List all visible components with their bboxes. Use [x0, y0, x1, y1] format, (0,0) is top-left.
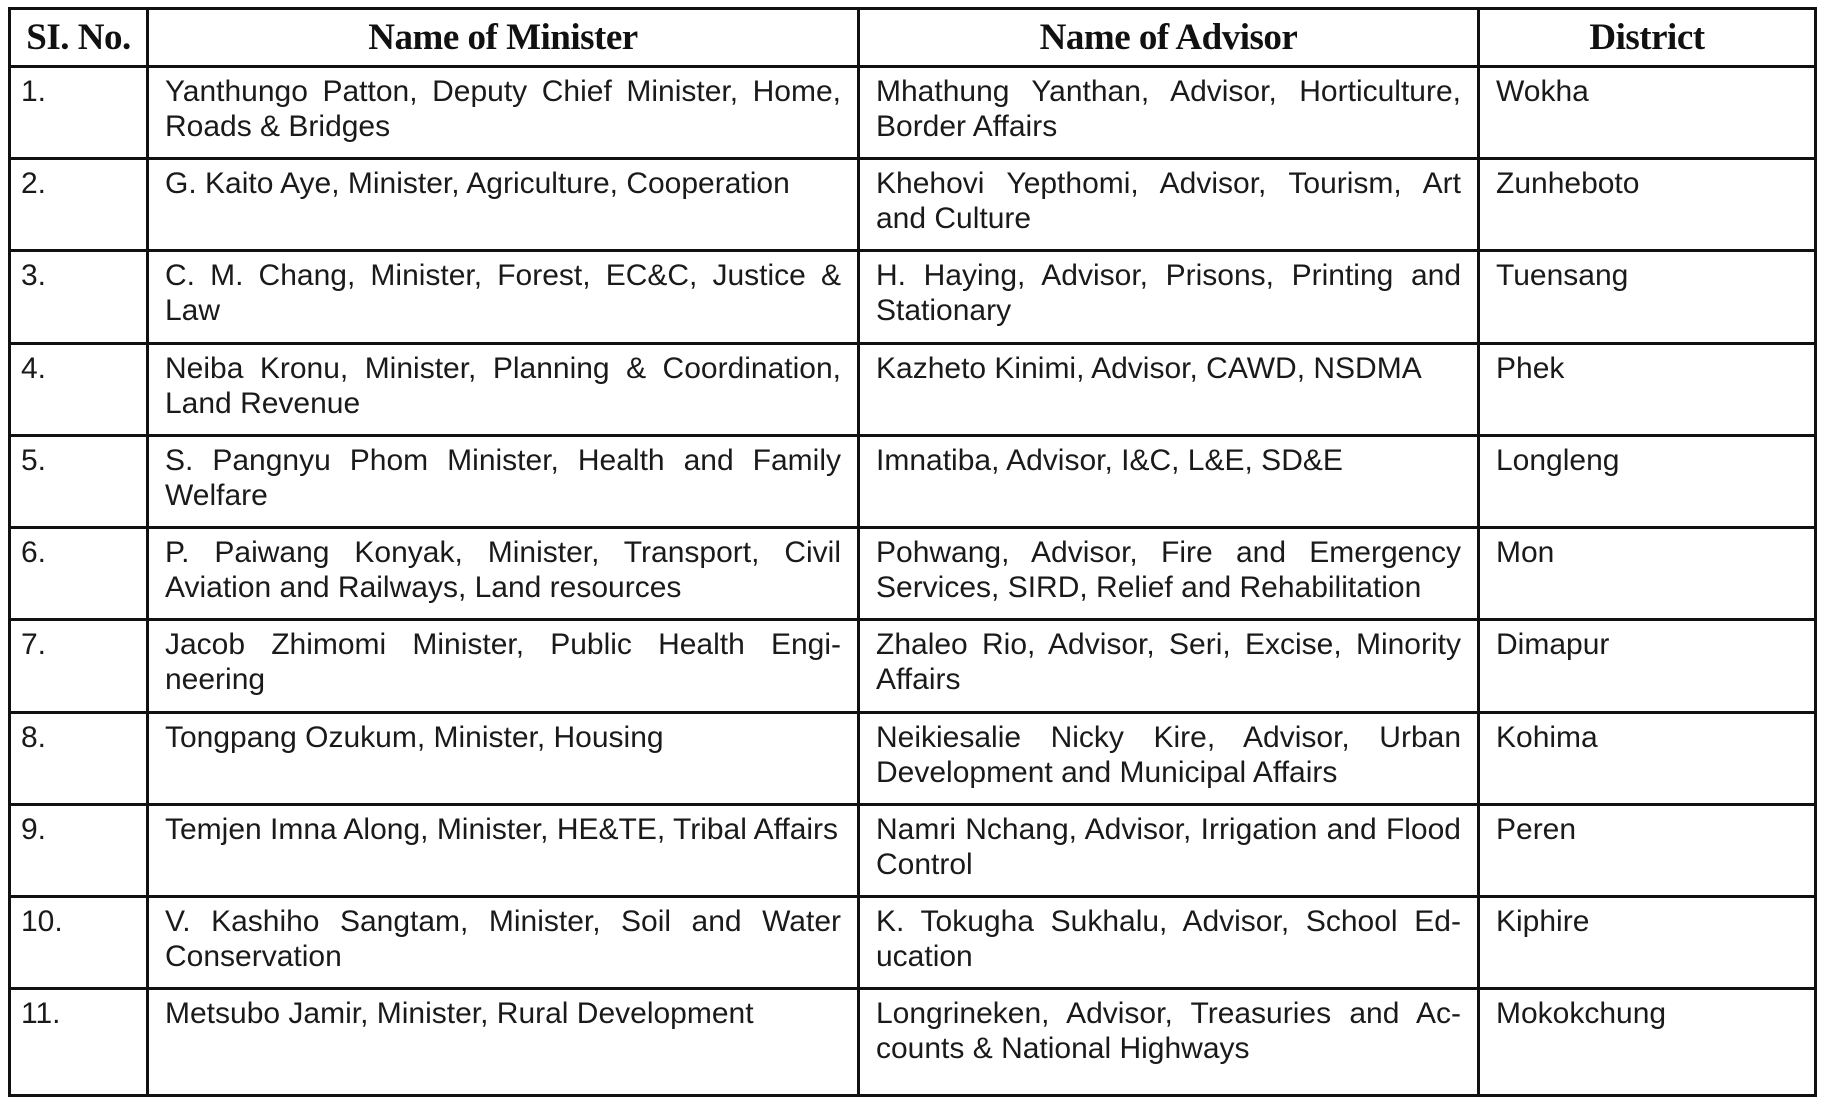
- cell-sl-no: 2.: [10, 159, 148, 251]
- cell-sl-no: 7.: [10, 620, 148, 712]
- cell-minister: Neiba Kronu, Minister, Planning & Coordination, Land Revenue: [148, 343, 859, 435]
- table-row: [10, 896, 1816, 988]
- cell-district: Kohima: [1479, 712, 1816, 804]
- cell-district: Mon: [1479, 528, 1816, 620]
- table-row: [10, 620, 1816, 712]
- cell-advisor: Namri Nchang, Advisor, Irrigation and Flood Control: [859, 804, 1479, 896]
- cell-district: Dimapur: [1479, 620, 1816, 712]
- cell-advisor: Mhathung Yanthan, Advisor, Horticulture, Border Affairs: [859, 67, 1479, 159]
- minister-advisor-table: [8, 7, 1817, 1097]
- header-advisor: Name of Advisor: [859, 9, 1479, 67]
- cell-district: Kiphire: [1479, 896, 1816, 988]
- cell-advisor: Pohwang, Advisor, Fire and Emergency Services, SIRD, Relief and Rehabilitation: [859, 528, 1479, 620]
- cell-district: Peren: [1479, 804, 1816, 896]
- cell-district: Mokokchung: [1479, 989, 1816, 1096]
- table-header-row: [10, 9, 1816, 67]
- cell-district: Tuensang: [1479, 251, 1816, 343]
- cell-minister: S. Pangnyu Phom Minister, Health and Family Welfare: [148, 435, 859, 527]
- cell-advisor: Imnatiba, Advisor, I&C, L&E, SD&E: [859, 435, 1479, 527]
- cell-sl-no: 4.: [10, 343, 148, 435]
- table-row: [10, 528, 1816, 620]
- cell-district: Phek: [1479, 343, 1816, 435]
- header-minister: Name of Minister: [148, 9, 859, 67]
- table-row: [10, 804, 1816, 896]
- cell-sl-no: 9.: [10, 804, 148, 896]
- cell-advisor: K. Tokugha Sukhalu, Advisor, School Education: [859, 896, 1479, 988]
- cell-minister: Yanthungo Patton, Deputy Chief Minister, Home, Roads & Bridges: [148, 67, 859, 159]
- cell-advisor: Khehovi Yepthomi, Advisor, Tourism, Art and Culture: [859, 159, 1479, 251]
- cell-minister: P. Paiwang Konyak, Minister, Transport, Civil Aviation and Railways, Land resources: [148, 528, 859, 620]
- table-row: [10, 712, 1816, 804]
- table-row: [10, 67, 1816, 159]
- cell-sl-no: 5.: [10, 435, 148, 527]
- cell-advisor: H. Haying, Advisor, Prisons, Printing and Stationary: [859, 251, 1479, 343]
- cell-sl-no: 3.: [10, 251, 148, 343]
- cell-district: Longleng: [1479, 435, 1816, 527]
- cell-minister: V. Kashiho Sangtam, Minister, Soil and Water Conservation: [148, 896, 859, 988]
- table-row: [10, 989, 1816, 1096]
- cell-sl-no: 6.: [10, 528, 148, 620]
- header-sl-no: SI. No.: [10, 9, 148, 67]
- cell-advisor: Neikiesalie Nicky Kire, Advisor, Urban Development and Municipal Affairs: [859, 712, 1479, 804]
- table-row: [10, 343, 1816, 435]
- cell-minister: G. Kaito Aye, Minister, Agriculture, Cooperation: [148, 159, 859, 251]
- cell-minister: Jacob Zhimomi Minister, Public Health Engineering: [148, 620, 859, 712]
- table-row: [10, 435, 1816, 527]
- cell-sl-no: 11.: [10, 989, 148, 1096]
- cell-sl-no: 1.: [10, 67, 148, 159]
- cell-district: Wokha: [1479, 67, 1816, 159]
- cell-minister: Tongpang Ozukum, Minister, Housing: [148, 712, 859, 804]
- cell-advisor: Longrineken, Advisor, Treasuries and Accounts & National Highways: [859, 989, 1479, 1096]
- cell-advisor: Kazheto Kinimi, Advisor, CAWD, NSDMA: [859, 343, 1479, 435]
- cell-minister: Metsubo Jamir, Minister, Rural Development: [148, 989, 859, 1096]
- cell-district: Zunheboto: [1479, 159, 1816, 251]
- table-row: [10, 159, 1816, 251]
- table-row: [10, 251, 1816, 343]
- cell-sl-no: 8.: [10, 712, 148, 804]
- cell-sl-no: 10.: [10, 896, 148, 988]
- header-district: District: [1479, 9, 1816, 67]
- cell-minister: C. M. Chang, Minister, Forest, EC&C, Justice & Law: [148, 251, 859, 343]
- cell-minister: Temjen Imna Along, Minister, HE&TE, Tribal Affairs: [148, 804, 859, 896]
- cell-advisor: Zhaleo Rio, Advisor, Seri, Excise, Minority Affairs: [859, 620, 1479, 712]
